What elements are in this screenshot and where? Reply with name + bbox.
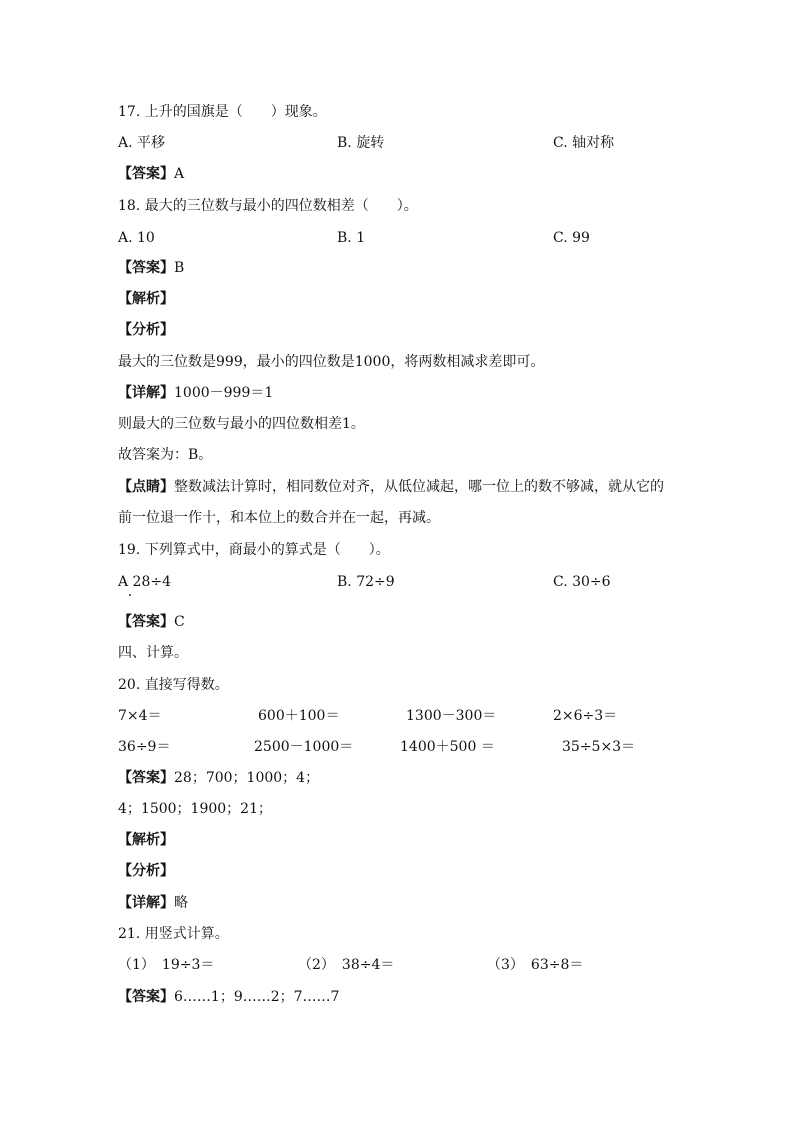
q18-answer: [118, 259, 184, 277]
q18-option-a: A. 10: [118, 230, 155, 246]
q18-option-b: B. 1: [337, 230, 366, 246]
q18-fenxi-tag: 【分析】: [118, 322, 174, 338]
q17-stem: 17. 上升的国旗是（ ）现象。: [118, 104, 327, 120]
q20-expr: 2500－1000＝: [254, 739, 354, 755]
q19-option-b: B. 72÷9: [337, 574, 395, 590]
q18-conclusion: 故答案为：B。: [118, 447, 213, 463]
answer-value: 6……1；9……2；7……7: [174, 989, 340, 1005]
q20-jiexi-tag: 【解析】: [118, 832, 174, 848]
detail-text: 略: [174, 895, 188, 911]
q20-expr: 1400＋500 ＝: [400, 739, 495, 755]
q20-expr: 2×6÷3＝: [553, 708, 618, 724]
answer-tag: 【答案】: [118, 614, 174, 630]
q19-option-c: C. 30÷6: [553, 574, 611, 590]
q20-stem: 20. 直接写得数。: [118, 677, 229, 693]
q20-expr: 35÷5×3＝: [562, 739, 636, 755]
q18-detail: [118, 384, 273, 402]
q20-fenxi-tag: 【分析】: [118, 863, 174, 879]
answer-tag: 【答案】: [118, 260, 174, 276]
answer-value: A: [174, 166, 185, 182]
q18-detail-line2: 则最大的三位数与最小的四位数相差1。: [118, 416, 365, 432]
q20-expr: 1300－300＝: [406, 708, 497, 724]
q17-option-a: A. 平移: [118, 135, 166, 151]
q18-tip-line2: 前一位退一作十，和本位上的数合并在一起，再减。: [118, 510, 440, 526]
q17-option-c: C. 轴对称: [553, 135, 615, 151]
q18-analysis: 最大的三位数是999，最小的四位数是1000，将两数相减求差即可。: [118, 354, 545, 370]
q20-expr: 600＋100＝: [258, 708, 340, 724]
tip-text: 整数减法计算时，相同数位对齐，从低位减起，哪一位上的数不够减，就从它的: [174, 479, 664, 495]
answer-tag: 【答案】: [118, 989, 174, 1005]
q20-expr: 36÷9＝: [118, 739, 171, 755]
q19-answer: [118, 613, 185, 631]
q18-option-c: C. 99: [553, 230, 590, 246]
q18-tip-line1: [118, 478, 664, 496]
q19-option-a: A 28÷4: [118, 574, 172, 590]
q20-expr: 7×4＝: [118, 708, 162, 724]
answer-value: 28；700；1000；4；: [174, 770, 320, 786]
q21-stem: 21. 用竖式计算。: [118, 926, 229, 942]
answer-value: C: [174, 614, 185, 630]
q18-jiexi-tag: 【解析】: [118, 291, 174, 307]
q20-answer-line2: 4；1500；1900；21；: [118, 801, 272, 817]
q21-item: （2） 38÷4＝: [298, 957, 395, 973]
q18-stem: 18. 最大的三位数与最小的四位数相差（ ）。: [118, 198, 418, 214]
stray-dot: [129, 594, 131, 596]
answer-tag: 【答案】: [118, 770, 174, 786]
q21-item: （3） 63÷8＝: [487, 957, 584, 973]
answer-tag: 【答案】: [118, 166, 174, 182]
answer-value: B: [174, 260, 185, 276]
q21-answer: [118, 988, 339, 1006]
q17-answer: [118, 165, 184, 183]
detail-tag: 【详解】: [118, 895, 174, 911]
tip-tag: 【点睛】: [118, 479, 174, 495]
q19-stem: 19. 下列算式中，商最小的算式是（ ）。: [118, 542, 390, 558]
q20-detail: [118, 894, 188, 912]
detail-text: 1000－999＝1: [174, 385, 274, 401]
section-title: 四、计算。: [118, 645, 188, 661]
q21-item: （1） 19÷3＝: [118, 957, 215, 973]
detail-tag: 【详解】: [118, 385, 174, 401]
q20-answer: [118, 769, 319, 787]
q17-option-b: B. 旋转: [337, 135, 385, 151]
